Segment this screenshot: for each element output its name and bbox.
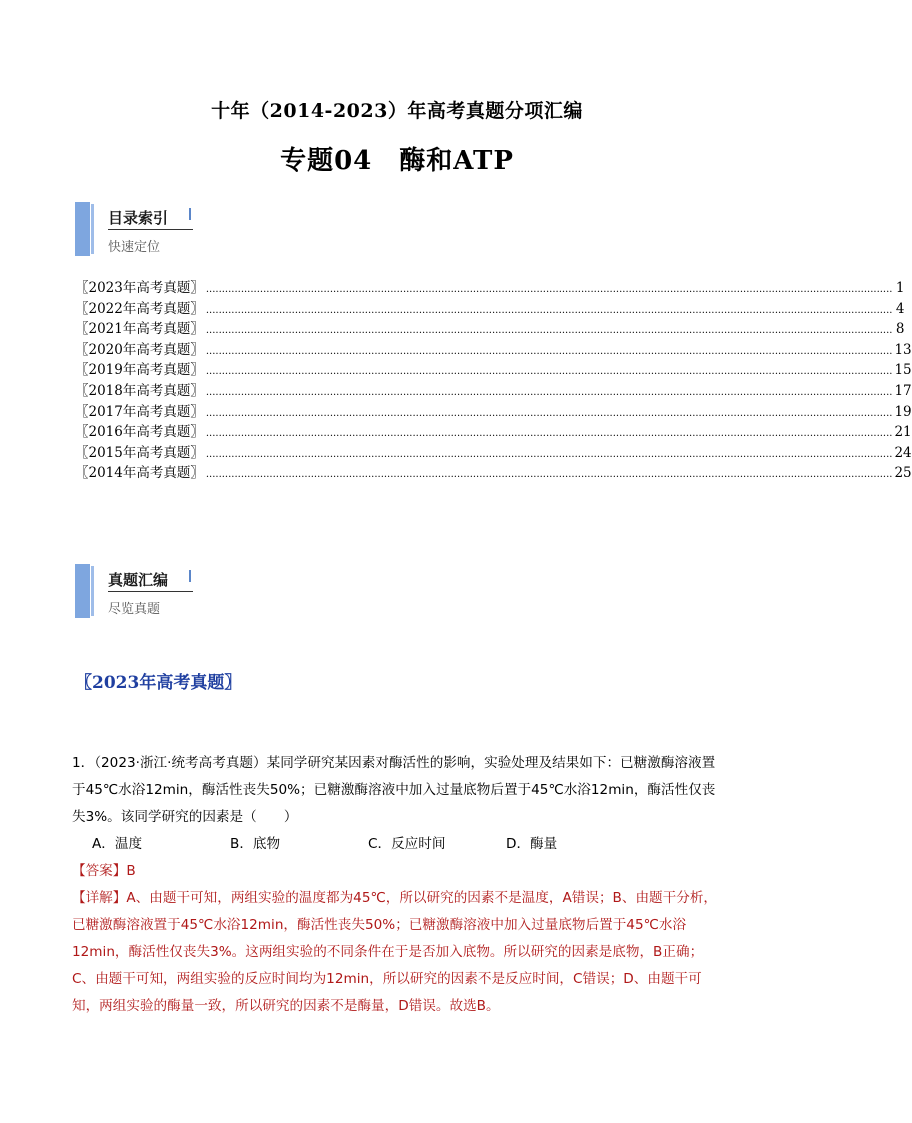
toc-entry[interactable]: 〖2021年高考真题〗 ........................................................................................................................................................................................................................ 8 [75,319,723,340]
toc-subheading: 快速定位 [108,240,161,255]
exam-section-header [75,564,235,622]
option-c: C．反应时间 [368,836,446,852]
answer-label: 【答案】 [72,863,127,879]
option-b: B．底物 [230,836,281,852]
year-heading: 〖2023年高考真题〗 [75,673,242,693]
exam-heading: 真题汇编 [108,571,169,589]
explanation [72,885,724,1020]
toc-heading: 目录索引 [108,209,169,227]
toc-entry[interactable]: 〖2015年高考真题〗 ........................................................................................................................................................................................................................ 24 [75,443,723,464]
detail-label: 【详解】 [72,890,127,906]
toc-page-number: 8 [895,321,905,338]
toc-page-number: 24 [894,444,912,461]
table-of-contents [75,278,912,484]
toc-entry[interactable]: 〖2022年高考真题〗 ........................................................................................................................................................................................................................ 4 [75,299,723,320]
toc-page-number: 19 [894,403,912,420]
toc-entry[interactable]: 〖2019年高考真题〗 ........................................................................................................................................................................................................................ 15 [75,360,723,381]
toc-page-number: 13 [894,341,912,358]
option-d: D．酶量 [506,836,558,852]
toc-page-number: 15 [894,362,912,379]
option-a: A．温度 [92,836,143,852]
question-stem: 1．（2023·浙江·统考高考真题）某同学研究某因素对酶活性的影响，实验处理及结果如下：已糖激酶溶液置于45℃水浴12min，酶活性丧失50%；已糖激酶溶液中加入过量底物后置于45℃水浴12min，酶活性仅丧失3%。该同学研究的因素是（ ） [72,755,716,825]
section-accent-line [91,566,94,616]
toc-entry[interactable]: 〖2017年高考真题〗 ........................................................................................................................................................................................................................ 19 [75,402,723,423]
section-accent-bar [75,202,90,256]
toc-entry[interactable]: 〖2020年高考真题〗 ........................................................................................................................................................................................................................ 13 [75,340,723,361]
section-accent-line [91,204,94,254]
toc-section-header [75,202,235,260]
question-block [72,750,724,1020]
toc-entry[interactable]: 〖2016年高考真题〗 ........................................................................................................................................................................................................................ 21 [75,422,723,443]
toc-entry[interactable]: 〖2023年高考真题〗 ........................................................................................................................................................................................................................ 1 [75,278,723,299]
toc-entry[interactable]: 〖2014年高考真题〗 ........................................................................................................................................................................................................................ 25 [75,463,723,484]
heading-tick-mark [189,208,191,220]
toc-entry[interactable]: 〖2018年高考真题〗 ........................................................................................................................................................................................................................ 17 [75,381,723,402]
document-title: 十年（2014-2023）年高考真题分项汇编 [211,100,583,122]
toc-page-number: 17 [894,382,912,399]
answer-value: B [126,863,136,879]
heading-tick-mark [189,570,191,582]
heading-underline [108,591,193,592]
exam-subheading: 尽览真题 [108,602,161,617]
toc-page-number: 25 [894,465,912,482]
toc-page-number: 4 [895,300,905,317]
detail-text: A、由题干可知，两组实验的温度都为45℃，所以研究的因素不是温度，A错误；B、由题干分析，已糖激酶溶液置于45℃水浴12min，酶活性丧失50%；已糖激酶溶液中加入过量底物后置于45℃水浴12min，酶活性仅丧失3%。这两组实验的不同条件在于是否加入底物。所以研究的因素是底物，B正确；C、由题干可知，两组实验的反应时间均为12min，所以研究的因素不是反应时间，C错误；D、由题干可知，两组实验的酶量一致，所以研究的因素不是酶量，D错误。故选B。 [72,890,718,1014]
answer-options [72,831,724,858]
section-accent-bar [75,564,90,618]
toc-page-number: 1 [895,280,905,296]
answer-line [72,858,724,885]
heading-underline [108,229,193,230]
topic-title: 专题04 酶和ATP [280,146,514,176]
toc-page-number: 21 [894,424,912,441]
